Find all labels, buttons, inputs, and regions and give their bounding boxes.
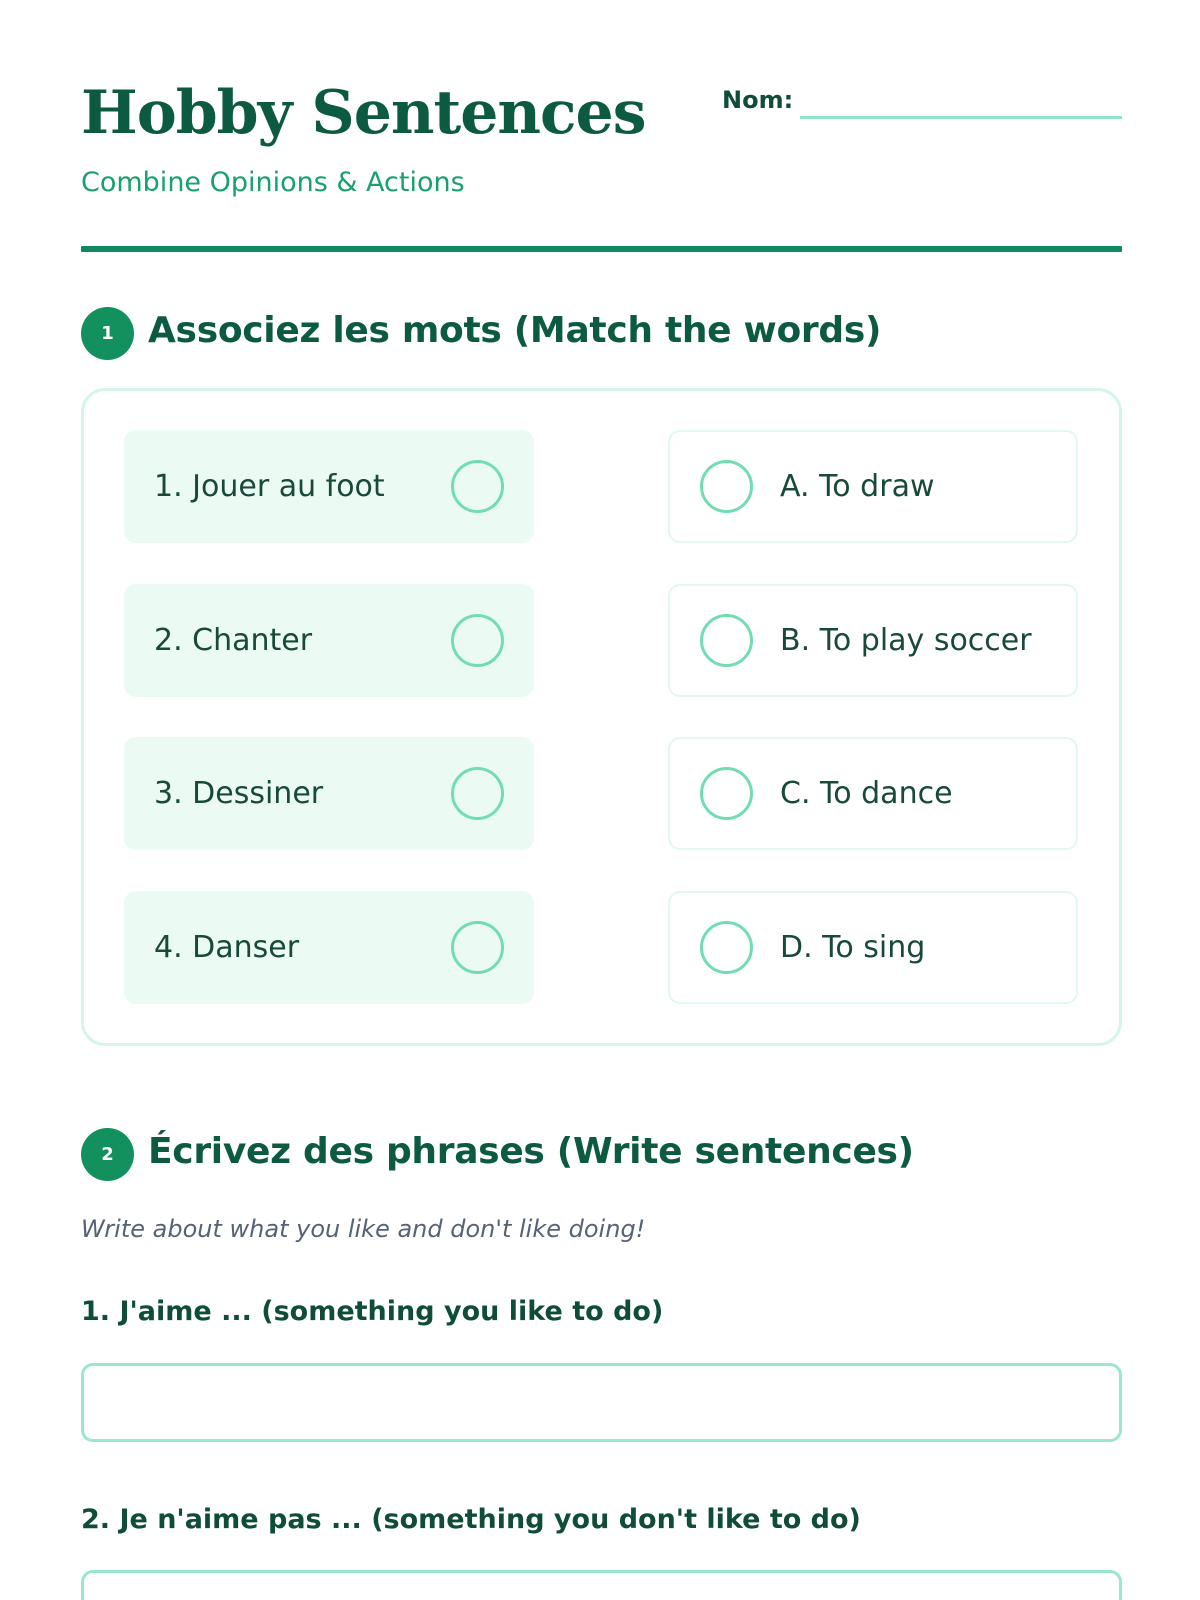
- name-field[interactable]: [800, 116, 1122, 119]
- section-instruction: Write about what you like and don't like doing!: [81, 1215, 646, 1243]
- match-circle[interactable]: [451, 460, 504, 513]
- match-circle[interactable]: [700, 767, 753, 820]
- match-item-label: 1. Jouer au foot: [154, 469, 385, 504]
- match-item-left: [124, 430, 534, 543]
- section-number-badge: 1: [81, 307, 134, 360]
- match-item-label: A. To draw: [780, 469, 935, 504]
- answer-field[interactable]: [81, 1363, 1122, 1442]
- match-item-left: [124, 891, 534, 1004]
- match-circle[interactable]: [451, 767, 504, 820]
- page-subtitle: Combine Opinions & Actions: [81, 167, 465, 198]
- header-divider: [81, 246, 1122, 252]
- match-item-label: C. To dance: [780, 776, 953, 811]
- match-item-label: 3. Dessiner: [154, 776, 324, 811]
- match-item-label: B. To play soccer: [780, 623, 1032, 658]
- page-title: Hobby Sentences: [81, 78, 646, 148]
- match-item-label: 2. Chanter: [154, 623, 313, 658]
- answer-field[interactable]: [81, 1570, 1122, 1600]
- match-circle[interactable]: [700, 921, 753, 974]
- match-circle[interactable]: [451, 921, 504, 974]
- section-number-badge: 2: [81, 1128, 134, 1181]
- match-circle[interactable]: [451, 614, 504, 667]
- section-title-write: Écrivez des phrases (Write sentences): [148, 1131, 914, 1172]
- match-item-label: D. To sing: [780, 930, 926, 965]
- match-item-left: [124, 737, 534, 850]
- sentence-prompt: 1. J'aime ... (something you like to do): [81, 1296, 664, 1327]
- name-label: Nom:: [722, 86, 794, 114]
- sentence-prompt: 2. Je n'aime pas ... (something you don't like to do): [81, 1504, 861, 1535]
- match-item-left: [124, 584, 534, 697]
- match-item-right: [668, 737, 1078, 850]
- match-circle[interactable]: [700, 460, 753, 513]
- match-circle[interactable]: [700, 614, 753, 667]
- match-item-label: 4. Danser: [154, 930, 300, 965]
- match-item-right: [668, 430, 1078, 543]
- match-item-right: [668, 584, 1078, 697]
- section-title-match: Associez les mots (Match the words): [148, 310, 882, 351]
- match-item-right: [668, 891, 1078, 1004]
